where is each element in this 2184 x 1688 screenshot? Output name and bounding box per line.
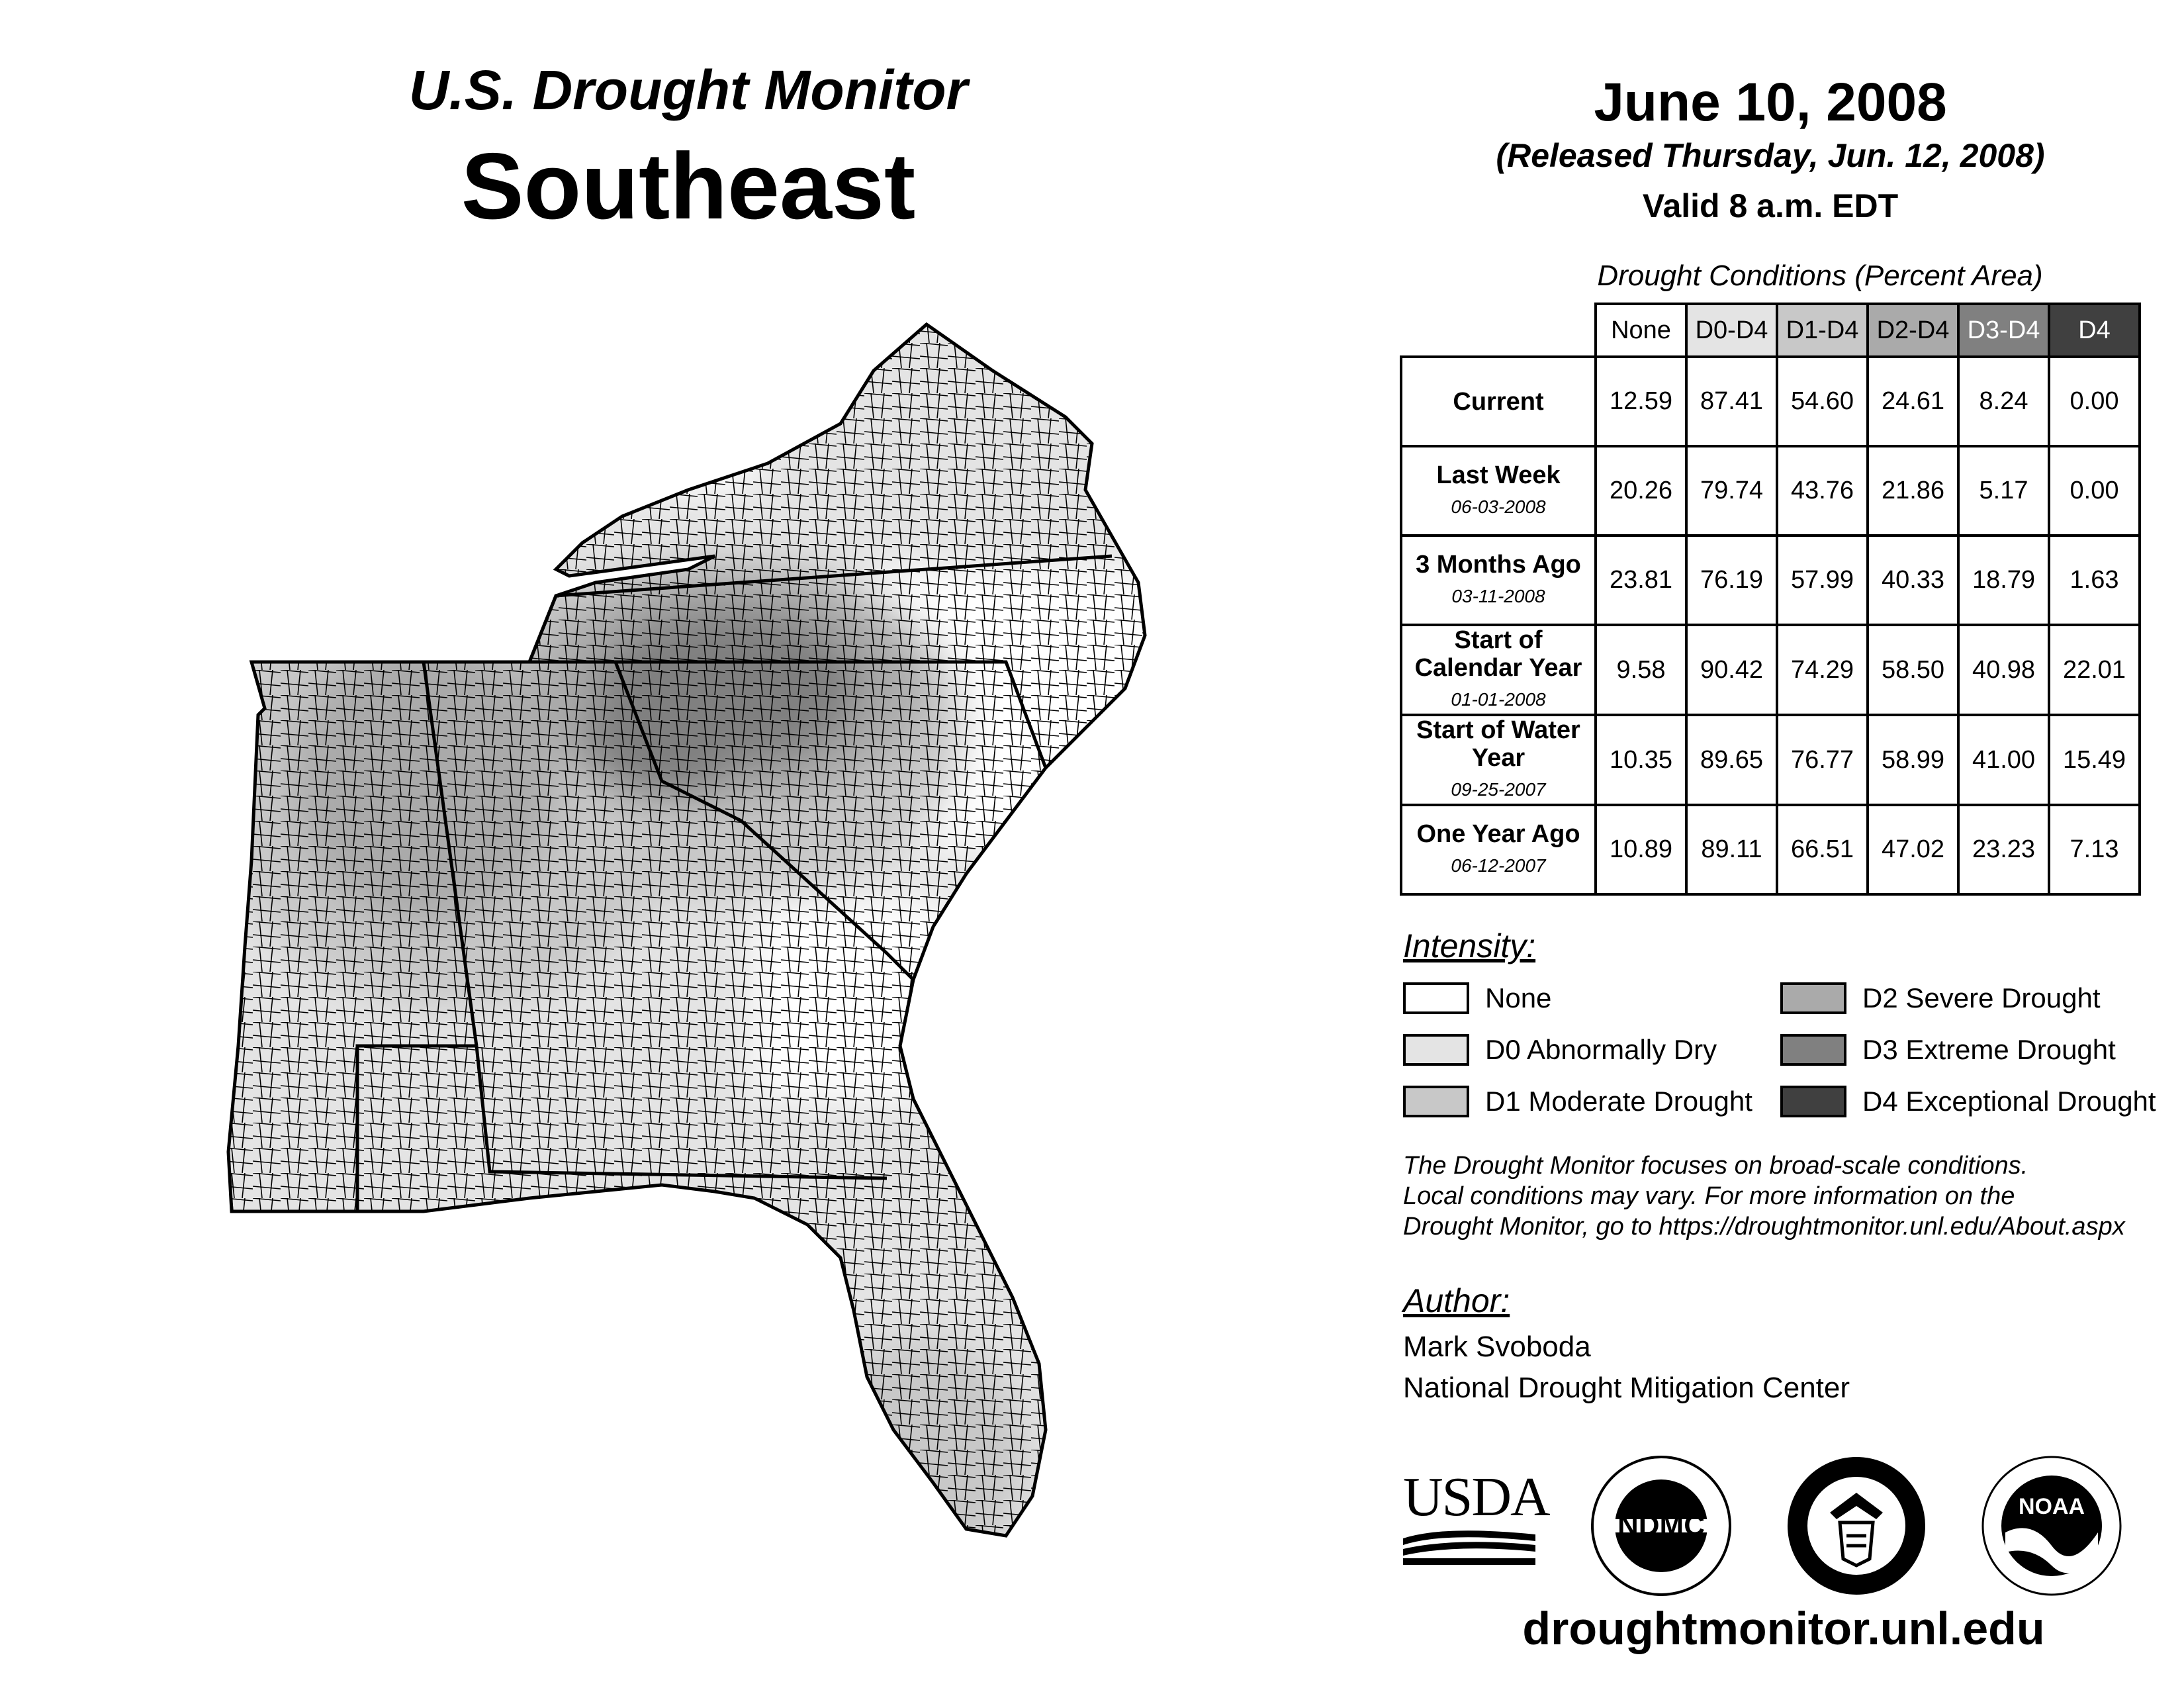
table-cell: 90.42 (1686, 625, 1777, 715)
row-label: Start of Water Year 09-25-2007 (1401, 715, 1596, 805)
table-cell: 76.19 (1686, 536, 1777, 625)
table-cell: 76.77 (1777, 715, 1868, 805)
legend-item (1403, 1034, 1717, 1066)
note-line: The Drought Monitor focuses on broad-scale conditions. (1403, 1152, 2028, 1180)
table-cell: 7.13 (2049, 805, 2140, 894)
commerce-seal-icon (1784, 1453, 1929, 1599)
svg-text:NOAA: NOAA (2018, 1494, 2085, 1519)
table-cell: 89.11 (1686, 805, 1777, 894)
col-header: D3-D4 (1958, 304, 2049, 357)
table-cell: 0.00 (2049, 357, 2140, 446)
legend-swatch (1780, 982, 1846, 1014)
note-line: Local conditions may vary. For more information on the (1403, 1182, 2015, 1210)
table-cell: 66.51 (1777, 805, 1868, 894)
table-cell: 21.86 (1868, 446, 1958, 536)
table-corner (1401, 304, 1596, 357)
table-cell: 74.29 (1777, 625, 1868, 715)
table-cell: 87.41 (1686, 357, 1777, 446)
table-cell: 40.98 (1958, 625, 2049, 715)
legend-swatch (1403, 1086, 1469, 1117)
disclaimer-note (1403, 1150, 2171, 1242)
drought-stats-table (1400, 303, 2141, 896)
col-header: D4 (2049, 304, 2140, 357)
table-header-row (1401, 304, 2140, 357)
table-cell: 22.01 (2049, 625, 2140, 715)
usda-logo-icon (1403, 1466, 1549, 1569)
table-cell: 5.17 (1958, 446, 2049, 536)
author-title: Author: (1403, 1282, 1510, 1319)
table-cell: 10.89 (1596, 805, 1686, 894)
row-label: Start of Calendar Year 01-01-2008 (1401, 625, 1596, 715)
author-org: National Drought Mitigation Center (1403, 1372, 1850, 1404)
col-header: D2-D4 (1868, 304, 1958, 357)
usda-logo-text: USDA (1403, 1466, 1549, 1528)
table-cell: 54.60 (1777, 357, 1868, 446)
table-cell: 43.76 (1777, 446, 1868, 536)
valid-time: Valid 8 a.m. EDT (1642, 187, 1899, 224)
map-title: U.S. Drought Monitor (408, 59, 968, 121)
website-link[interactable]: droughtmonitor.unl.edu (1522, 1603, 2045, 1654)
legend-label: D3 Extreme Drought (1862, 1034, 2116, 1065)
row-label: Current (1401, 357, 1596, 446)
col-header: D0-D4 (1686, 304, 1777, 357)
table-cell: 57.99 (1777, 536, 1868, 625)
author-name: Mark Svoboda (1403, 1331, 1591, 1363)
table-cell: 47.02 (1868, 805, 1958, 894)
valid-date: June 10, 2008 (1594, 72, 1947, 132)
legend-title: Intensity: (1403, 927, 1536, 964)
table-cell: 9.58 (1596, 625, 1686, 715)
table-row (1401, 536, 2140, 625)
legend-label: None (1485, 982, 1552, 1013)
table-cell: 40.33 (1868, 536, 1958, 625)
table-caption: Drought Conditions (Percent Area) (1597, 259, 2043, 292)
release-date: (Released Thursday, Jun. 12, 2008) (1496, 137, 2045, 174)
table-row (1401, 805, 2140, 894)
legend-item (1780, 1034, 2116, 1066)
row-label: One Year Ago 06-12-2007 (1401, 805, 1596, 894)
note-line: Drought Monitor, go to https://droughtmonitor.unl.edu/About.aspx (1403, 1213, 2125, 1241)
col-header: None (1596, 304, 1686, 357)
table-row (1401, 715, 2140, 805)
table-cell: 23.81 (1596, 536, 1686, 625)
legend-swatch (1780, 1086, 1846, 1117)
noaa-logo-icon (1979, 1453, 2124, 1599)
table-cell: 18.79 (1958, 536, 2049, 625)
table-cell: 89.65 (1686, 715, 1777, 805)
legend-swatch (1780, 1034, 1846, 1066)
table-cell: 20.26 (1596, 446, 1686, 536)
table-cell: 24.61 (1868, 357, 1958, 446)
legend-item (1780, 982, 2101, 1014)
table-cell: 8.24 (1958, 357, 2049, 446)
southeast-drought-map (225, 318, 1165, 1615)
usda-hills-icon (1403, 1525, 1535, 1565)
legend-item (1403, 1086, 1752, 1117)
region-title: Southeast (461, 134, 916, 239)
legend-label: D2 Severe Drought (1862, 982, 2101, 1013)
table-cell: 58.50 (1868, 625, 1958, 715)
table-cell: 23.23 (1958, 805, 2049, 894)
legend-item (1403, 982, 1551, 1014)
table-row (1401, 625, 2140, 715)
table-cell: 10.35 (1596, 715, 1686, 805)
table-cell: 15.49 (2049, 715, 2140, 805)
row-label: 3 Months Ago 03-11-2008 (1401, 536, 1596, 625)
legend-swatch (1403, 1034, 1469, 1066)
table-cell: 41.00 (1958, 715, 2049, 805)
legend-label: D0 Abnormally Dry (1485, 1034, 1717, 1065)
table-cell: 0.00 (2049, 446, 2140, 536)
table-row (1401, 446, 2140, 536)
table-cell: 1.63 (2049, 536, 2140, 625)
legend-label: D1 Moderate Drought (1485, 1086, 1752, 1117)
legend-label: D4 Exceptional Drought (1862, 1086, 2156, 1117)
row-label: Last Week 06-03-2008 (1401, 446, 1596, 536)
table-row (1401, 357, 2140, 446)
table-cell: 12.59 (1596, 357, 1686, 446)
ndmc-logo-icon (1588, 1453, 1734, 1599)
col-header: D1-D4 (1777, 304, 1868, 357)
legend-swatch (1403, 982, 1469, 1014)
legend-item (1780, 1086, 2156, 1117)
table-cell: 58.99 (1868, 715, 1958, 805)
svg-text:NDMC: NDMC (1617, 1509, 1705, 1542)
table-cell: 79.74 (1686, 446, 1777, 536)
